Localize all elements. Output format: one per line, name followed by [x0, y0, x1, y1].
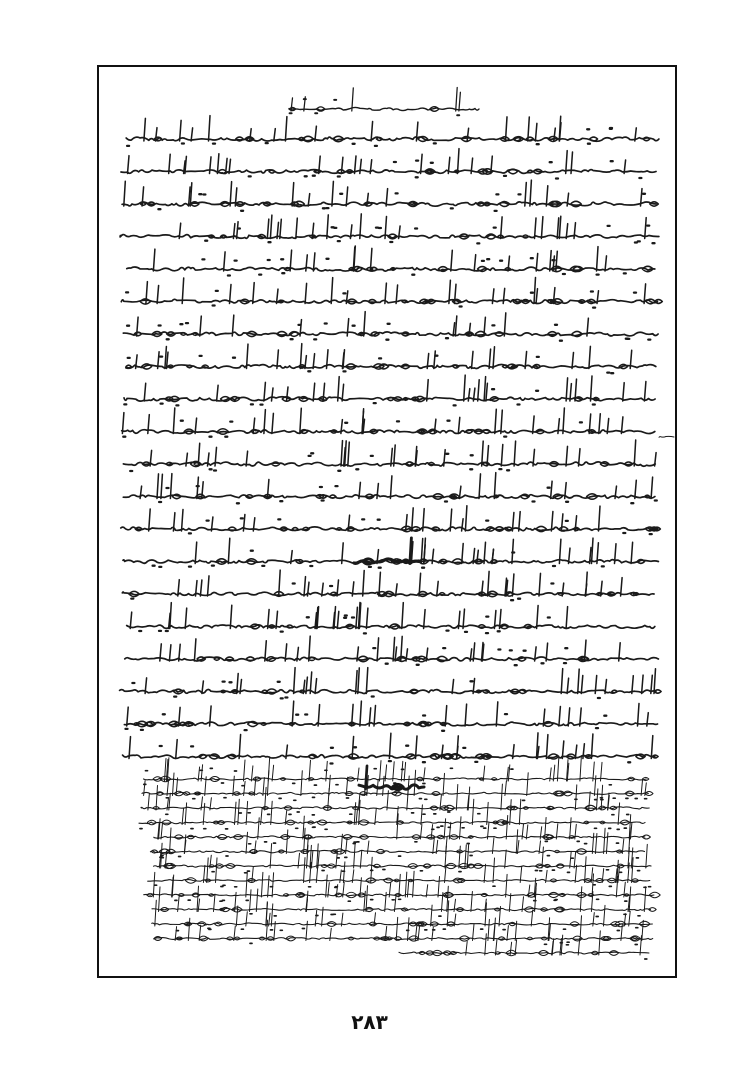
page-number: ٢٨٣: [351, 1010, 388, 1034]
manuscript-frame: [97, 65, 677, 978]
handwritten-arabic-manuscript: [99, 67, 677, 978]
